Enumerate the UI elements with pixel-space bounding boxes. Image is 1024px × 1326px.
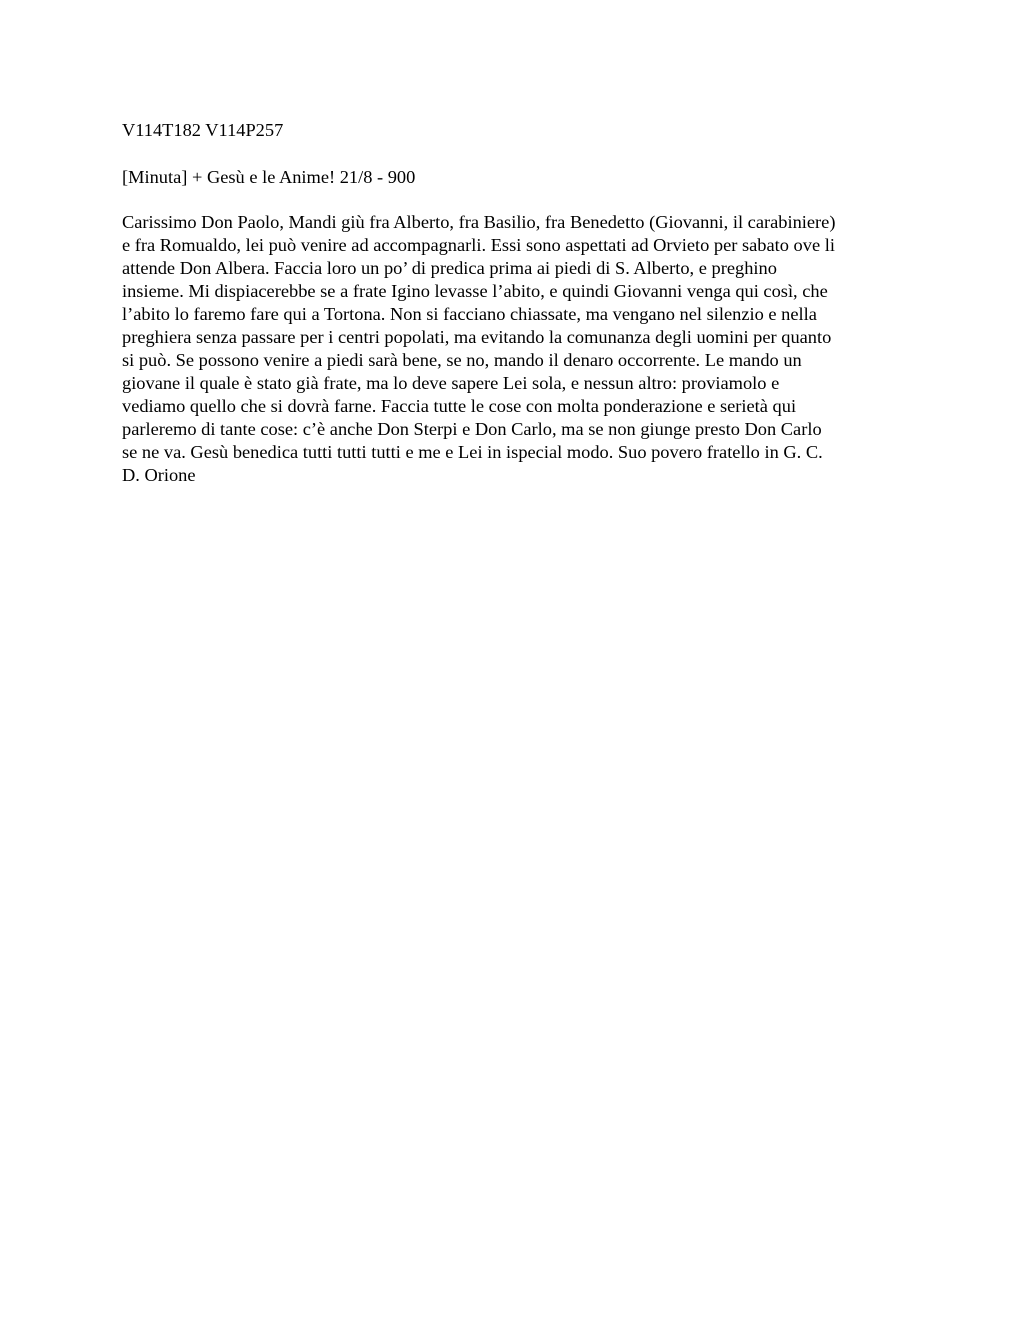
letter-line: vediamo quello che si dovrà farne. Faccia tutte le cose con molta ponderazione e serietà qui	[122, 396, 797, 416]
document-header: [Minuta] + Gesù e le Anime! 21/8 - 900	[122, 167, 416, 187]
document-reference: V114T182 V114P257	[122, 120, 284, 140]
letter-line: attende Don Albera. Faccia loro un po’ di predica prima ai piedi di S. Alberto, e preghino	[122, 258, 777, 278]
letter-line: giovane il quale è stato già frate, ma lo deve sapere Lei sola, e nessun altro: proviamolo e	[122, 373, 780, 393]
letter-line: e fra Romualdo, lei può venire ad accompagnarli. Essi sono aspettati ad Orvieto per sabato ove li	[122, 235, 835, 255]
letter-body	[122, 211, 904, 487]
letter-line: preghiera senza passare per i centri popolati, ma evitando la comunanza degli uomini per quanto	[122, 327, 832, 347]
letter-line: si può. Se possono venire a piedi sarà bene, se no, mando il denaro occorrente. Le mando un	[122, 350, 802, 370]
letter-line: parleremo di tante cose: c’è anche Don Sterpi e Don Carlo, ma se non giunge presto Don Carlo	[122, 419, 822, 439]
letter-signature: D. Orione	[122, 465, 196, 485]
letter-line: se ne va. Gesù benedica tutti tutti tutti e me e Lei in ispecial modo. Suo povero fratello in G. C.	[122, 442, 823, 462]
letter-line: l’abito lo faremo fare qui a Tortona. Non si facciano chiassate, ma vengano nel silenzio e nella	[122, 304, 817, 324]
letter-line: insieme. Mi dispiacerebbe se a frate Igino levasse l’abito, e quindi Giovanni venga qui così, che	[122, 281, 828, 301]
letter-line: Carissimo Don Paolo, Mandi giù fra Alberto, fra Basilio, fra Benedetto (Giovanni, il carabiniere)	[122, 212, 836, 232]
